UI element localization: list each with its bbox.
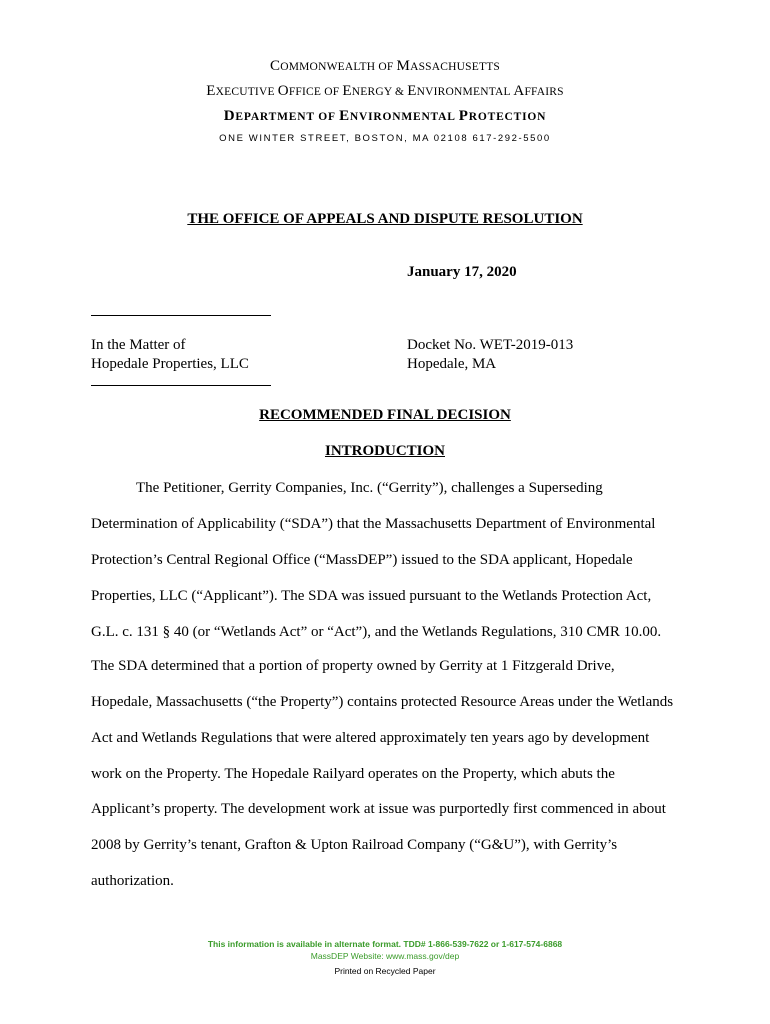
docket-number: Docket No. WET-2019-013: [407, 337, 574, 353]
docket-location: Hopedale, MA: [407, 356, 497, 372]
footer-website: MassDEP Website: www.mass.gov/dep: [310, 951, 460, 961]
letterhead-line-1: COMMONWEALTH OF MASSACHUSETTS: [269, 58, 501, 74]
body-line: Applicant’s property. The development work at issue was purportedly first commenced in about: [91, 801, 666, 817]
body-line: Act and Wetlands Regulations that were altered approximately ten years ago by development: [91, 730, 650, 746]
body-line: The SDA determined that a portion of property owned by Gerrity at 1 Fitzgerald Drive,: [91, 658, 615, 674]
decision-title: RECOMMENDED FINAL DECISION: [259, 407, 511, 423]
caption-rule-top: [91, 315, 271, 316]
letterhead-line-2: EXECUTIVE OFFICE OF ENERGY & ENVIRONMENTAL AFFAIRS: [206, 83, 564, 99]
body-line: G.L. c. 131 § 40 (or “Wetlands Act” or “Act”), and the Wetlands Regulations, 310 CMR 10.00.: [91, 624, 662, 640]
letterhead-line-3: DEPARTMENT OF ENVIRONMENTAL PROTECTION: [223, 108, 547, 124]
caption-rule-bottom: [91, 385, 271, 386]
footer-alt-format: This information is available in alternate format. TDD# 1-866-539-7622 or 1-617-574-6868: [207, 939, 563, 949]
decision-date: January 17, 2020: [407, 264, 517, 280]
body-line: 2008 by Gerrity’s tenant, Grafton & Upton Railroad Company (“G&U”), with Gerrity’s: [91, 837, 618, 853]
section-title: INTRODUCTION: [324, 443, 445, 459]
matter-label: In the Matter of: [91, 337, 186, 353]
letterhead-address: ONE WINTER STREET, BOSTON, MA 02108 617-292-5500: [219, 133, 551, 144]
body-line: authorization.: [91, 873, 174, 889]
body-line: work on the Property. The Hopedale Railyard operates on the Property, which abuts the: [91, 766, 615, 782]
office-title: THE OFFICE OF APPEALS AND DISPUTE RESOLUTION: [187, 211, 583, 227]
body-line: Protection’s Central Regional Office (“MassDEP”) issued to the SDA applicant, Hopedale: [91, 552, 633, 568]
body-line: Hopedale, Massachusetts (“the Property”) contains protected Resource Areas under the Wetlands: [91, 694, 674, 710]
body-line: Determination of Applicability (“SDA”) that the Massachusetts Department of Environmental: [91, 516, 656, 532]
body-line: The Petitioner, Gerrity Companies, Inc. (“Gerrity”), challenges a Superseding: [136, 480, 603, 496]
body-line: Properties, LLC (“Applicant”). The SDA was issued pursuant to the Wetlands Protection Act,: [91, 588, 652, 604]
footer-recycled: Printed on Recycled Paper: [334, 966, 436, 976]
party-name: Hopedale Properties, LLC: [91, 356, 249, 372]
